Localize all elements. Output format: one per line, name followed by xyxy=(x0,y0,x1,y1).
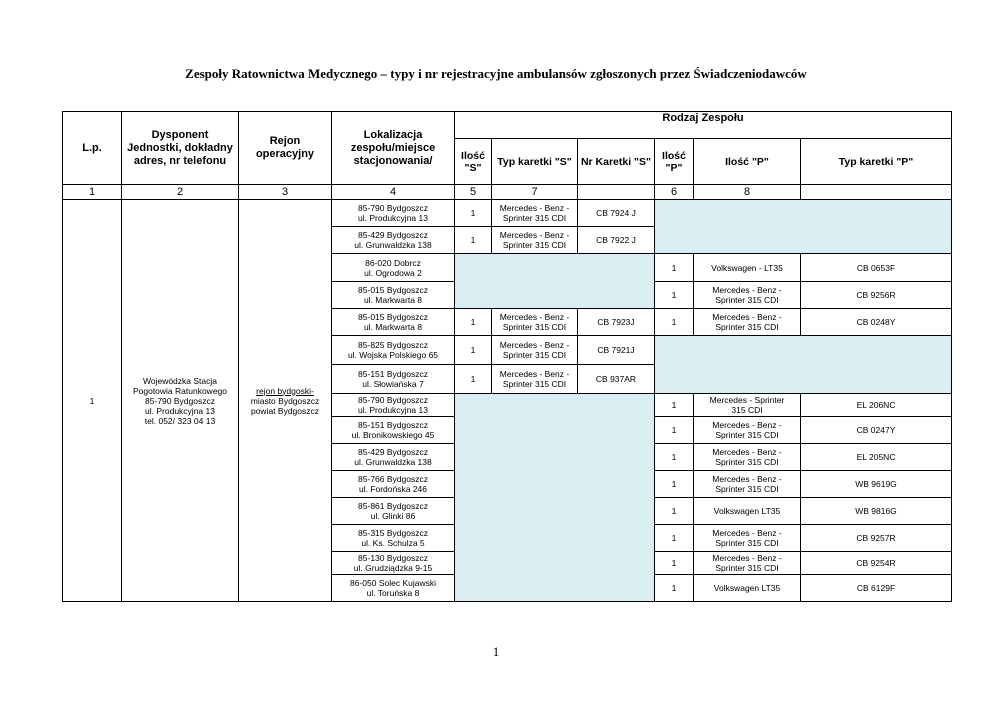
ilosc-s-cell: 1 xyxy=(455,309,492,336)
ilosc-p-cell: 1 xyxy=(655,417,694,444)
cell-text: Mercedes - Benz - xyxy=(499,203,570,213)
typ-s-cell xyxy=(492,200,578,227)
col-number: 3 xyxy=(239,185,332,200)
shaded-cell xyxy=(655,336,952,394)
ilosc-s-cell: 1 xyxy=(455,365,492,394)
cell-text: 85-429 Bydgoszcz xyxy=(358,447,428,457)
cell-text: 85-861 Bydgoszcz xyxy=(358,501,428,511)
ilosc-p-cell: 1 xyxy=(655,394,694,417)
cell-text: Sprinter 315 CDI xyxy=(715,538,779,548)
header-lokalizacja: Lokalizacja zespołu/miejsce stacjonowania/ xyxy=(332,112,455,185)
cell-text: 85-315 Bydgoszcz xyxy=(358,528,428,538)
ilosc-s-cell: 1 xyxy=(455,336,492,365)
cell-text: ul. Ks. Schulza 5 xyxy=(361,538,425,548)
ilosc-p-cell: 1 xyxy=(655,282,694,309)
cell-text: Sprinter 315 CDI xyxy=(502,350,567,360)
cell-text: Sprinter 315 CDI xyxy=(715,563,779,573)
cell-text: ul. Glinki 86 xyxy=(370,511,416,521)
cell-text: Mercedes - Benz - xyxy=(499,340,570,350)
location-cell xyxy=(332,444,455,471)
cell-text: Sprinter 315 CDI xyxy=(502,379,567,389)
cell-text: Volkswagen LT35 xyxy=(713,506,781,516)
nr-s-cell: CB 7923J xyxy=(578,309,655,336)
header-rodzaj: Rodzaj Zespołu xyxy=(455,112,952,139)
nr-p-cell: CB 9257R xyxy=(801,525,952,552)
header-ilosc-s: Ilość "S" xyxy=(455,139,492,185)
location-cell xyxy=(332,200,455,227)
cell-text: rejon bydgoski- xyxy=(256,385,314,396)
col-number: 6 xyxy=(655,185,694,200)
cell-text: ul. Bronikowskiego 45 xyxy=(351,430,435,440)
nr-p-cell: CB 9254R xyxy=(801,552,952,575)
cell-text: Pogotowia Ratunkowego xyxy=(132,385,228,396)
header-lp: L.p. xyxy=(63,112,122,185)
cell-text: Wojewódzka Stacja xyxy=(142,375,218,386)
col-number: 1 xyxy=(63,185,122,200)
location-cell xyxy=(332,394,455,417)
ilosc-s-cell: 1 xyxy=(455,227,492,254)
cell-text: 85-790 Bydgoszcz xyxy=(145,395,215,406)
nr-s-cell: CB 937AR xyxy=(578,365,655,394)
nr-p-cell: WB 9816G xyxy=(801,498,952,525)
header-dysponent: Dysponent Jednostki, dokładny adres, nr telefonu xyxy=(122,112,239,185)
nr-p-cell: EL 205NC xyxy=(801,444,952,471)
cell-text: miasto Bydgoszcz xyxy=(250,395,320,406)
cell-text: ul. Słowiańska 7 xyxy=(362,379,424,389)
cell-text: Mercedes - Benz - xyxy=(499,230,570,240)
nr-p-cell: CB 0247Y xyxy=(801,417,952,444)
ilosc-p-cell: 1 xyxy=(655,525,694,552)
location-cell xyxy=(332,282,455,309)
page-number: 1 xyxy=(492,644,500,659)
ilosc-p-cell: 1 xyxy=(655,471,694,498)
typ-p-cell xyxy=(694,394,801,417)
cell-text: 85-790 Bydgoszcz xyxy=(358,395,428,405)
cell-text: ul. Fordońska 246 xyxy=(358,484,428,494)
ilosc-p-cell: 1 xyxy=(655,444,694,471)
nr-p-cell: WB 9619G xyxy=(801,471,952,498)
cell-text: 85-151 Bydgoszcz xyxy=(358,369,428,379)
cell-text: Sprinter 315 CDI xyxy=(715,322,779,332)
cell-text: ul. Grudziądzka 9-15 xyxy=(353,563,433,573)
nr-p-cell: CB 9256R xyxy=(801,282,952,309)
col-number: 8 xyxy=(694,185,801,200)
cell-text: ul. Ogrodowa 2 xyxy=(364,267,422,278)
cell-text: Sprinter 315 CDI xyxy=(715,457,779,467)
col-number: 4 xyxy=(332,185,455,200)
shaded-cell xyxy=(455,394,655,602)
typ-p-cell xyxy=(694,471,801,498)
entry-dysponent xyxy=(122,200,239,602)
cell-text: Volkswagen LT35 xyxy=(713,583,781,593)
cell-text: Volkswagen - LT35 xyxy=(711,262,783,273)
cell-text: Mercedes - Benz - xyxy=(712,528,782,538)
header-ilosc-p: Ilość "P" xyxy=(655,139,694,185)
cell-text: 85-766 Bydgoszcz xyxy=(358,474,428,484)
header-typ-p: Typ karetki "P" xyxy=(801,139,952,185)
cell-text: ul. Produkcyjna 13 xyxy=(358,213,428,223)
cell-text: ul. Toruńska 8 xyxy=(366,588,420,598)
cell-text: Mercedes - Benz - xyxy=(712,553,782,563)
entry-lp: 1 xyxy=(63,200,122,602)
ilosc-p-cell: 1 xyxy=(655,575,694,602)
typ-s-cell xyxy=(492,309,578,336)
table-row xyxy=(63,200,952,227)
cell-text: Sprinter 315 CDI xyxy=(715,484,779,494)
nr-p-cell: CB 6129F xyxy=(801,575,952,602)
nr-s-cell: CB 7922 J xyxy=(578,227,655,254)
cell-text: 86-020 Dobrcz xyxy=(365,257,421,268)
cell-text: 85-429 Bydgoszcz xyxy=(358,230,428,240)
header-nr-s: Nr Karetki "S" xyxy=(578,139,655,185)
cell-text: ul. Produkcyjna 13 xyxy=(358,405,428,415)
nr-p-cell: CB 0653F xyxy=(801,254,952,282)
typ-s-cell xyxy=(492,227,578,254)
cell-text: 85-015 Bydgoszcz xyxy=(358,312,428,322)
cell-text: Sprinter 315 CDI xyxy=(502,240,567,250)
col-number: 5 xyxy=(455,185,492,200)
cell-text: 85-151 Bydgoszcz xyxy=(358,420,428,430)
cell-text: Mercedes - Benz - xyxy=(712,474,782,484)
nr-p-cell: EL 206NC xyxy=(801,394,952,417)
cell-text: powiat Bydgoszcz xyxy=(250,405,320,416)
cell-text: ul. Grunwaldzka 138 xyxy=(354,457,432,467)
cell-text: Sprinter 315 CDI xyxy=(502,322,567,332)
header-typ-s: Typ karetki "S" xyxy=(492,139,578,185)
cell-text: 85-825 Bydgoszcz xyxy=(358,340,428,350)
cell-text: 85-015 Bydgoszcz xyxy=(358,285,428,295)
ilosc-p-cell: 1 xyxy=(655,309,694,336)
typ-p-cell xyxy=(694,417,801,444)
header-ilosc-p2: Ilość "P" xyxy=(694,139,801,185)
typ-p-cell xyxy=(694,575,801,602)
typ-p-cell xyxy=(694,254,801,282)
location-cell xyxy=(332,575,455,602)
typ-p-cell xyxy=(694,525,801,552)
cell-text: Mercedes - Benz - xyxy=(712,285,782,295)
cell-text: Mercedes - Benz - xyxy=(712,420,782,430)
typ-p-cell xyxy=(694,309,801,336)
cell-text: 86-050 Solec Kujawski xyxy=(350,578,436,588)
cell-text: Mercedes - Benz - xyxy=(712,312,782,322)
cell-text: ul. Grunwaldzka 138 xyxy=(354,240,432,250)
cell-text: 85-790 Bydgoszcz xyxy=(358,203,428,213)
typ-p-cell xyxy=(694,444,801,471)
cell-text: Sprinter 315 CDI xyxy=(715,295,779,305)
cell-text: Mercedes - Sprinter xyxy=(709,395,785,405)
cell-text: 85-130 Bydgoszcz xyxy=(358,553,428,563)
location-cell xyxy=(332,309,455,336)
nr-s-cell: CB 7921J xyxy=(578,336,655,365)
cell-text: ul. Markwarta 8 xyxy=(363,295,423,305)
col-number xyxy=(578,185,655,200)
col-number: 7 xyxy=(492,185,578,200)
col-number: 2 xyxy=(122,185,239,200)
location-cell xyxy=(332,525,455,552)
typ-s-cell xyxy=(492,365,578,394)
location-cell xyxy=(332,365,455,394)
cell-text: 315 CDI xyxy=(731,405,763,415)
typ-p-cell xyxy=(694,282,801,309)
cell-text: Sprinter 315 CDI xyxy=(502,213,567,223)
location-cell xyxy=(332,552,455,575)
location-cell xyxy=(332,498,455,525)
ilosc-p-cell: 1 xyxy=(655,498,694,525)
cell-text: Mercedes - Benz - xyxy=(499,312,570,322)
entry-rejon xyxy=(239,200,332,602)
nr-p-cell: CB 0248Y xyxy=(801,309,952,336)
ilosc-s-cell: 1 xyxy=(455,200,492,227)
document-title: Zespoły Ratownictwa Medycznego – typy i nr rejestracyjne ambulansów zgłoszonych przez Świadczeniodawców xyxy=(185,66,807,81)
ambulance-table xyxy=(62,111,952,602)
cell-text: ul. Markwarta 8 xyxy=(363,322,423,332)
typ-p-cell xyxy=(694,498,801,525)
cell-text: Mercedes - Benz - xyxy=(712,447,782,457)
cell-text: Sprinter 315 CDI xyxy=(715,430,779,440)
shaded-cell xyxy=(455,254,655,309)
col-number xyxy=(801,185,952,200)
location-cell xyxy=(332,471,455,498)
cell-text: tel. 052/ 323 04 13 xyxy=(144,415,216,426)
location-cell xyxy=(332,254,455,282)
cell-text: Mercedes - Benz - xyxy=(499,369,570,379)
location-cell xyxy=(332,227,455,254)
cell-text: ul. Produkcyjna 13 xyxy=(145,405,215,416)
header-rejon: Rejon operacyjny xyxy=(239,112,332,185)
location-cell xyxy=(332,336,455,365)
cell-text: ul. Wojska Polskiego 65 xyxy=(347,350,439,360)
ilosc-p-cell: 1 xyxy=(655,254,694,282)
typ-p-cell xyxy=(694,552,801,575)
shaded-cell xyxy=(655,200,952,254)
location-cell xyxy=(332,417,455,444)
ilosc-p-cell: 1 xyxy=(655,552,694,575)
nr-s-cell: CB 7924 J xyxy=(578,200,655,227)
typ-s-cell xyxy=(492,336,578,365)
